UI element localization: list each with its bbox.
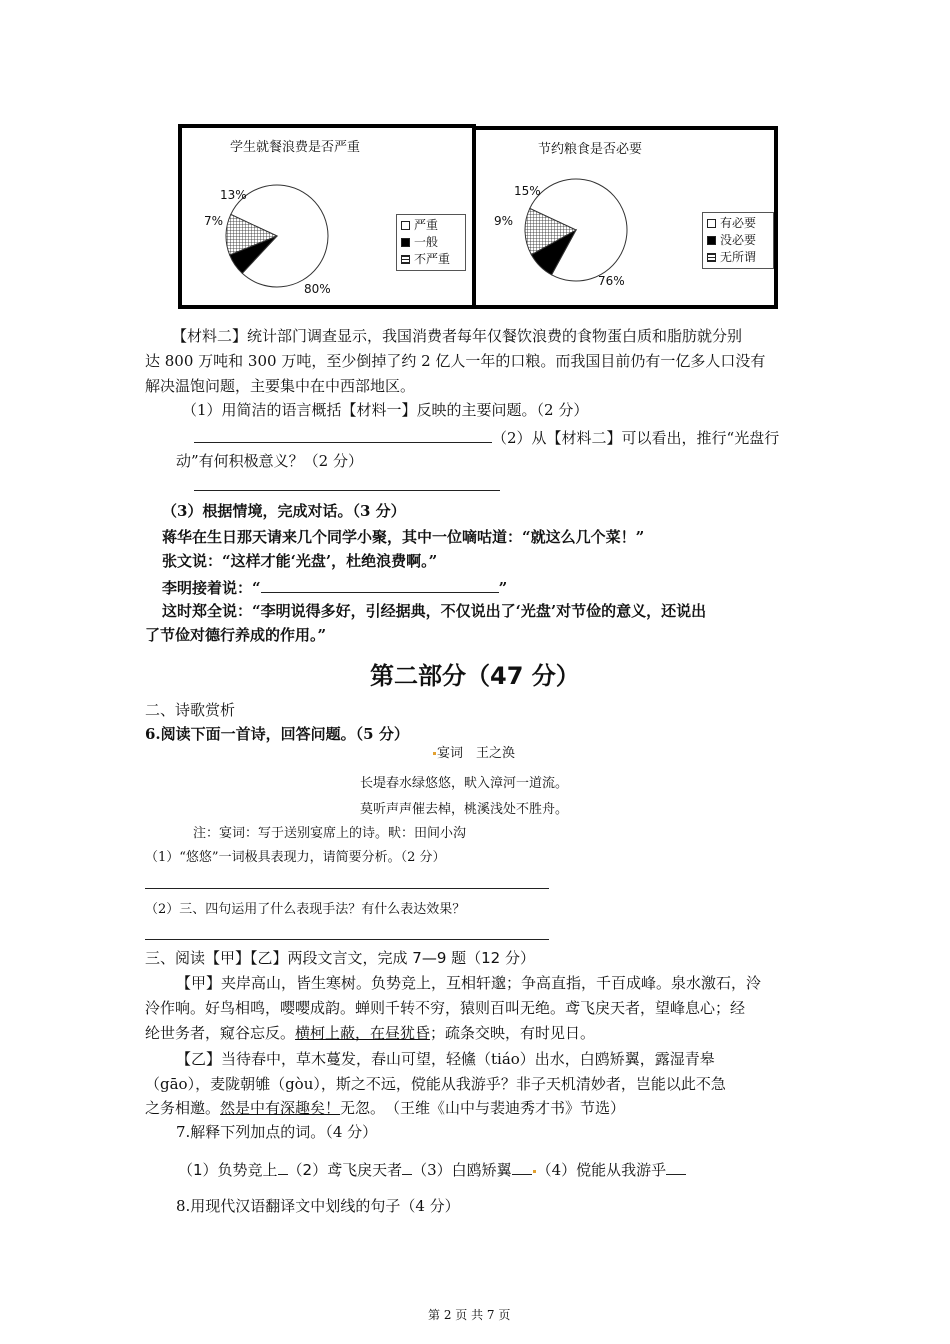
dialogue-line-1: 蒋华在生日那天请来几个同学小聚，其中一位嘀咕道：“就这么几个菜！” [162, 528, 645, 546]
answer-blank-2[interactable] [194, 490, 500, 491]
yi-underlined-sentence: 然是中有深趣矣！ [220, 1099, 341, 1117]
dialogue-speaker: 李明接着说：“ [162, 579, 261, 597]
poem-line-1: 长堤春水绿悠悠，畎入漳河一道流。 [360, 776, 569, 791]
chart-right-label-9: 9% [494, 214, 514, 228]
chart-left-label-7: 7% [204, 214, 224, 228]
legend-row [707, 249, 769, 266]
dialogue-line-2: 张文说：“这样才能‘光盘’，杜绝浪费啊。” [162, 552, 438, 570]
material2-line1: 【材料二】统计部门调查显示，我国消费者每年仅餐饮浪费的食物蛋白质和脂肪就分别 [172, 327, 743, 345]
q7-blank-2[interactable] [402, 1158, 412, 1175]
jia-line-2: 泠作响。好鸟相鸣，嘤嘤成韵。蝉则千转不穷，猿则百叫无绝。鸢飞戾天者，望峰息心；经 [145, 999, 746, 1017]
jia-text-end: ；疏条交映，有时见日。 [430, 1024, 596, 1042]
dialogue-line-5: 了节俭对德行养成的作用。” [145, 626, 327, 644]
chart-right-label-15: 15% [514, 184, 541, 198]
poem-title [432, 744, 515, 764]
emphasis-dot [433, 752, 436, 755]
yi-line-2: （gāo），麦陇朝雊（gòu），斯之不远，傥能从我游乎？非子天机清妙者，岂能以此不急 [145, 1075, 726, 1093]
answer-blank-1[interactable] [194, 426, 492, 443]
part2-title: 第二部分（47 分） [370, 662, 580, 690]
q7-blank-3[interactable] [512, 1158, 532, 1175]
chart-right-label-76: 76% [598, 274, 625, 288]
swatch [401, 221, 410, 230]
legend-row [401, 251, 461, 268]
material2-line3: 解决温饱问题，主要集中在中西部地区。 [145, 377, 416, 395]
question-7-items [178, 1158, 686, 1180]
chart-left [178, 124, 476, 309]
q7-item-3: （3）白鸥矫翼 [412, 1161, 512, 1179]
swatch [707, 219, 716, 228]
legend-label: 无所谓 [720, 250, 757, 264]
q7-blank-1[interactable] [278, 1158, 288, 1175]
question-8: 8.用现代汉语翻译文中划线的句子（4 分） [176, 1197, 460, 1215]
poetry-section: 二、诗歌赏析 [145, 701, 236, 719]
jia-underlined-sentence: 横柯上蔽，在昼犹昏 [295, 1024, 431, 1042]
question-7: 7.解释下列加点的词。（4 分） [176, 1123, 378, 1141]
question-6: 6.阅读下面一首诗，回答问题。（5 分） [145, 725, 409, 743]
legend-label: 严重 [414, 218, 439, 232]
dialogue-line-4: 这时郑全说：“李明说得多好，引经据典，不仅说出了‘光盘’对节俭的意义，还说出 [162, 602, 707, 620]
dialogue-close-quote: ” [498, 579, 508, 597]
poem-question-1: （1）“悠悠”一词极具表现力，请简要分析。（2 分） [145, 850, 446, 865]
yi-text: 之务相邀。 [145, 1099, 221, 1117]
emphasis-dot [533, 1170, 536, 1173]
swatch [401, 255, 410, 264]
legend-label: 没必要 [720, 233, 757, 247]
dialogue-line-3 [162, 576, 507, 598]
question-2-row [194, 426, 779, 448]
poem-line-2: 莫听声声催去棹，桃溪浅处不胜舟。 [360, 802, 569, 817]
dialogue-answer-blank[interactable] [261, 576, 499, 593]
legend-row [707, 215, 769, 232]
chart-left-label-13: 13% [220, 188, 247, 202]
question-3-head: （3）根据情境，完成对话。（3 分） [162, 502, 406, 520]
legend-label: 一般 [414, 235, 439, 249]
swatch [401, 238, 410, 247]
jia-line-1: 【甲】夹岸高山，皆生寒树。负势竞上，互相轩邈；争高直指，千百成峰。泉水激石，泠 [176, 974, 762, 992]
jia-line-3 [145, 1023, 595, 1043]
q7-item-2: （2）鸢飞戾天者 [287, 1161, 403, 1179]
page-footer: 第 2 页 共 7 页 [428, 1308, 511, 1322]
chart-left-legend [396, 214, 466, 271]
legend-label: 有必要 [720, 216, 757, 230]
chart-right-title: 节约粮食是否必要 [538, 142, 643, 157]
classical-section: 三、阅读【甲】【乙】两段文言文，完成 7—9 题（12 分） [145, 949, 535, 967]
chart-left-title: 学生就餐浪费是否严重 [230, 140, 361, 155]
yi-text-end: 无忽。 （王维《山中与裴迪秀才书》节选） [340, 1099, 626, 1117]
swatch [707, 253, 716, 262]
legend-row [707, 232, 769, 249]
swatch [707, 236, 716, 245]
legend-row [401, 234, 461, 251]
chart-right-legend [702, 212, 774, 269]
legend-label: 不严重 [414, 252, 451, 266]
question-2-cont: 动”有何积极意义？（2 分） [176, 452, 363, 470]
poem-question-2: （2）三、四句运用了什么表现手法？有什么表达效果？ [145, 902, 466, 917]
chart-left-label-80: 80% [304, 282, 331, 296]
legend-row [401, 217, 461, 234]
poem-note: 注：宴词：写于送别宴席上的诗。畎：田间小沟 [193, 826, 467, 841]
jia-text: 纶世务者，窥谷忘反。 [145, 1024, 296, 1042]
poem-title-text: 宴词 王之涣 [437, 746, 516, 761]
chart-right [472, 126, 778, 309]
question-2: （2）从【材料二】可以看出，推行“光盘行 [492, 429, 780, 447]
q7-blank-4[interactable] [666, 1158, 686, 1175]
q7-item-4: （4）傥能从我游乎 [536, 1161, 667, 1179]
poem-answer-blank-2[interactable] [145, 939, 549, 940]
question-1: （1）用简洁的语言概括【材料一】反映的主要问题。（2 分） [182, 401, 589, 419]
yi-line-1: 【乙】当待春中，草木蔓发，春山可望，轻鯈（tiáo）出水，白鸥矫翼，露湿青皋 [176, 1050, 715, 1068]
material2-line2: 达 800 万吨和 300 万吨，至少倒掉了约 2 亿人一年的口粮。而我国目前仍有一亿多人口没有 [145, 352, 766, 370]
yi-line-3 [145, 1098, 625, 1118]
poem-answer-blank-1[interactable] [145, 888, 549, 889]
q7-item-1: （1）负势竞上 [178, 1161, 278, 1179]
